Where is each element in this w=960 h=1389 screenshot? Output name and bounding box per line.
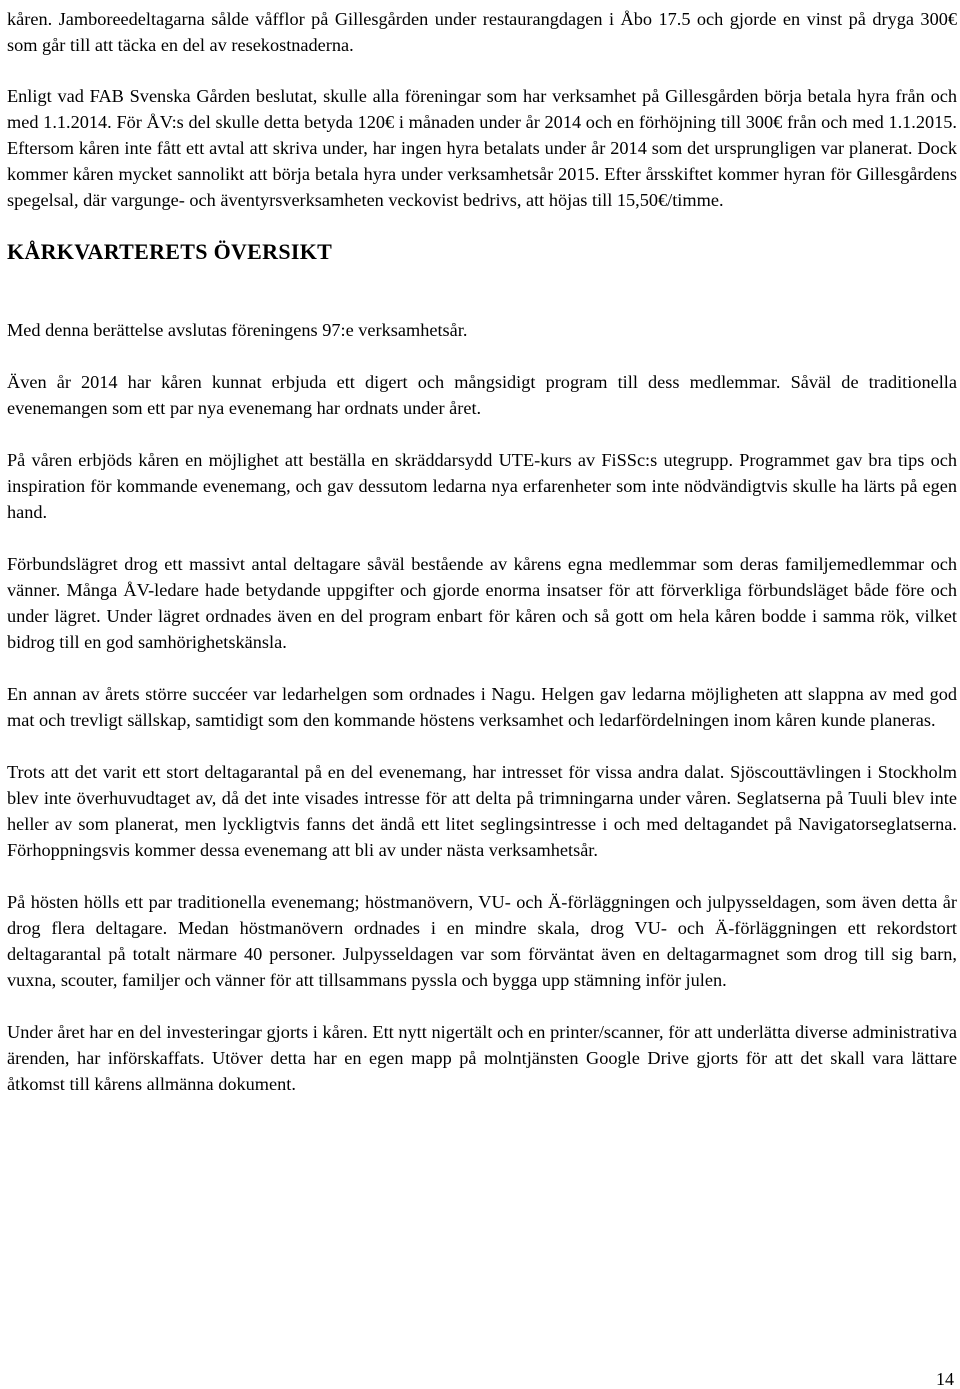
page-number: 14: [936, 1369, 954, 1389]
paragraph-closing-year: Med denna berättelse avslutas föreningens 97:e verksamhetsår.: [7, 320, 468, 340]
section-heading-wrapper: [7, 239, 957, 265]
paragraph-leader-weekend: En annan av årets större succéer var ledarhelgen som ordnades i Nagu. Helgen gav ledarna möjligheten att slappna av med god mat och trevligt sällskap, samtidigt som den kommande höstens verksamhet och ledarfördelningen inom kåren kunde planeras.: [7, 684, 957, 730]
document-page: [7, 0, 957, 1097]
paragraph-rent: Enligt vad FAB Svenska Gården beslutat, skulle alla föreningar som har verksamhet på Gillesgården börja betala hyra från och med 1.1.2014. För ÅV:s del skulle detta betyda 120€ i månaden under år 2014 och en förhöjning till 300€ från och med 1.1.2015. Eftersom kåren inte fått ett avtal att skriva under, har ingen hyra betalats under år 2014 som det ursprungligen var planerat. Dock kommer kåren mycket sannolikt att börja betala hyra under verksamhetsår 2015. Efter årsskiftet kommer hyran för Gillesgårdens spegelsal, där vargunge- och äventyrsverksamheten veckovist bedrivs, att höjas till 15,50€/timme.: [7, 86, 957, 210]
section-heading: KÅRKVARTERETS ÖVERSIKT: [7, 239, 333, 264]
paragraph-interest: Trots att det varit ett stort deltagarantal på en del evenemang, har intresset för vissa andra dalat. Sjöscouttävlingen i Stockholm blev inte överhuvudtaget av, då det inte visades intresse för att delta på trimningarna under våren. Seglatserna på Tuuli blev inte heller av som planerat, men lyckligtvis fanns det ändå ett litet seglingsintresse i och med deltagandet på Navigatorseglatserna. Förhoppningsvis kommer dessa evenemang att bli av under nästa verksamhetsår.: [7, 762, 957, 860]
paragraph-federation-camp: Förbundslägret drog ett massivt antal deltagare såväl bestående av kårens egna medlemmar som deras familjemedlemmar och vänner. Många ÅV-ledare hade betydande uppgifter och gjorde enorma insatser för att förverkliga förbundsläget både före och under lägret. Under lägret ordnades även en del program enbart för kåren och så gott om hela kåren bodde i samma rök, vilket bidrog till en god samhörighetskänsla.: [7, 554, 957, 652]
paragraph-autumn-events: På hösten hölls ett par traditionella evenemang; höstmanövern, VU- och Ä-förläggningen och julpysseldagen, som även detta år drog flera deltagare. Medan höstmanövern ordnades i en mindre skala, drog VU- och Ä-förläggningen ett rekordstort deltagarantal på totalt närmare 40 personer. Julpysseldagen var som förväntat även en deltagarmagnet som drog till sig barn, vuxna, scouter, familjer och vänner för att tillsammans pyssla och bygga upp stämning inför julen.: [7, 892, 957, 990]
paragraph-jamboree: kåren. Jamboreedeltagarna sålde våfflor på Gillesgården under restaurangdagen i Åbo 17.5 och gjorde en vinst på dryga 300€ som går till att täcka en del av resekostnaderna.: [7, 9, 957, 55]
paragraph-program: Även år 2014 har kåren kunnat erbjuda ett digert och mångsidigt program till dess medlemmar. Såväl de traditionella evenemangen som ett par nya evenemang har ordnats under året.: [7, 372, 957, 418]
paragraph-ute-course: På våren erbjöds kåren en möjlighet att beställa en skräddarsydd UTE-kurs av FiSSc:s utegrupp. Programmet gav bra tips och inspiration för kommande evenemang, och gav dessutom ledarna nya erfarenheter som inte nödvändigtvis skulle ha lärts på egen hand.: [7, 450, 957, 522]
paragraph-investments: Under året har en del investeringar gjorts i kåren. Ett nytt nigertält och en printer/scanner, för att underlätta diverse administrativa ärenden, har införskaffats. Utöver detta har en egen mapp på molntjänsten Google Drive gjorts för att det skall vara lättare åtkomst till kårens allmänna dokument.: [7, 1022, 957, 1094]
